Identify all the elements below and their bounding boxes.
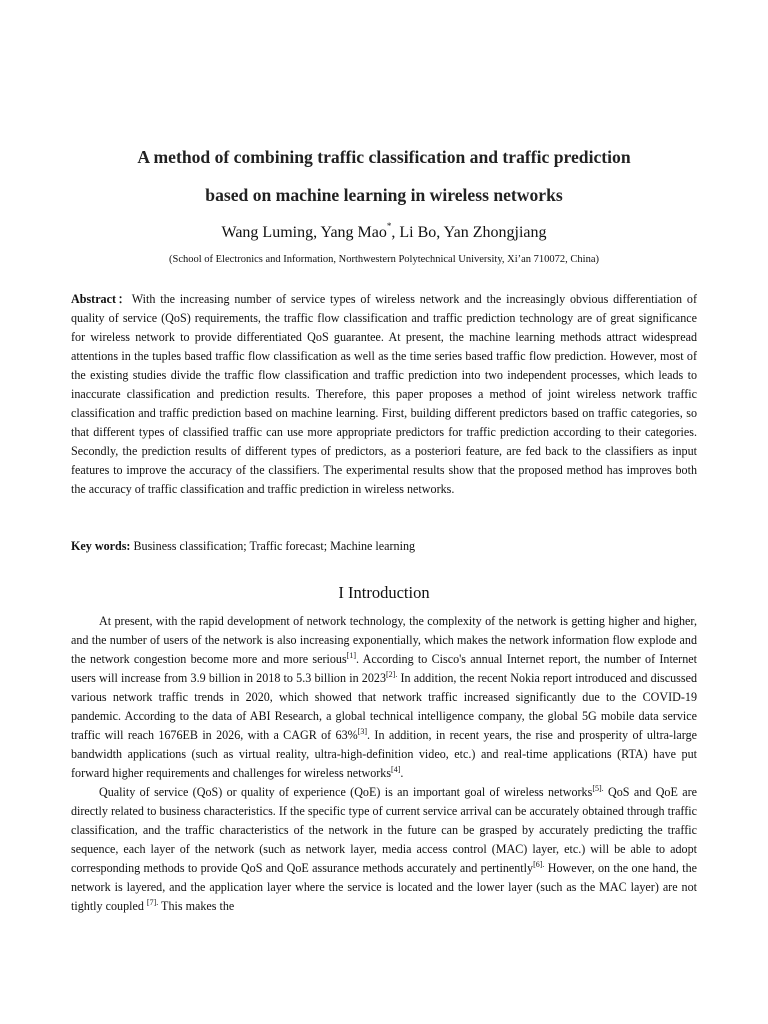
paragraph-text: At present, with the rapid development of network technology, the complexity of the network is getting higher and higher, and the number of users of the network is also increasing exponentially, which makes the network information flow explode and the network congestion become more and more serious: [71, 614, 697, 666]
citation-7[interactable]: [7].: [146, 897, 159, 907]
paper-title-line-2: based on machine learning in wireless networks: [205, 185, 563, 205]
section-heading-introduction: I Introduction: [338, 583, 430, 602]
keywords: [71, 537, 697, 556]
paper-title-line-1: A method of combining traffic classification and traffic prediction: [137, 147, 631, 167]
author-list: [0, 220, 768, 243]
citation-2[interactable]: [2].: [386, 669, 398, 679]
abstract: [71, 290, 697, 499]
paragraph-text: This makes the: [158, 899, 235, 913]
citation-5[interactable]: [5].: [592, 783, 604, 793]
corresponding-author-mark: *: [386, 220, 392, 231]
citation-4[interactable]: [4]: [391, 764, 401, 774]
keywords-text: Business classification; Traffic forecast; Machine learning: [130, 539, 416, 553]
introduction-paragraph-2: [71, 783, 697, 916]
paragraph-text: . In addition, in recent years, the rise and prosperity of ultra-large bandwidth applications (such as virtual reality, ultra-high-definition video, etc.) and real-time applications (RTA) have put forward higher requirements and challenges for wireless networks: [71, 728, 698, 780]
citation-6[interactable]: [6].: [533, 859, 545, 869]
paragraph-text: Quality of service (QoS) or quality of experience (QoE) is an important goal of wireless networks: [99, 785, 593, 799]
paragraph-text: .: [400, 766, 404, 780]
authors-rest: , Li Bo, Yan Zhongjiang: [391, 224, 547, 241]
paragraph-text: However, on the one hand, the network is layered, and the application layer where the service is located and the lower layer (such as the MAC layer) are not tightly coupled: [71, 861, 698, 913]
keywords-label: Key words:: [71, 539, 131, 553]
paragraph-text: . According to Cisco's annual Internet report, the number of Internet users will increase from 3.9 billion in 2018 to 5.3 billion in 2023: [71, 652, 697, 685]
abstract-text: With the increasing number of service types of wireless network and the increasingly obvious differentiation of quality of service (QoS) requirements, the traffic flow classification and traffic prediction technology are of great significance for wireless network to provide differentiated QoS guarantee. At present, the machine learning methods attract widespread attentions in the tuples based traffic flow classification as well as the time series based traffic flow prediction. However, most of the existing studies divide the traffic flow classification and traffic prediction into two independent processes, which leads to inaccurate classification and prediction results. Therefore, this paper proposes a method of joint wireless network traffic classification and traffic prediction based on machine learning. First, building different predictors based on traffic categories, so that different types of classified traffic can use more appropriate predictors for traffic prediction according to their categories. Secondly, the prediction results of different types of predictors, as a posteriori feature, are fed back to the classifiers as input features to improve the accuracy of the classifiers. The experimental results show that the proposed method has improves both the accuracy of traffic classification and traffic prediction in wireless networks.: [71, 292, 697, 496]
affiliation: (School of Electronics and Information, Northwestern Polytechnical University, Xi’an 710072, China): [168, 254, 599, 265]
paragraph-text: QoS and QoE are directly related to business characteristics. If the specific type of current service arrival can be accurately obtained through traffic classification, and the traffic characteristics of the network in the future can be grasped by accurately predicting the traffic sequence, each layer of the network (such as network layer, media access control (MAC) layer, etc.) will be able to adopt corresponding methods to provide QoS and QoE assurance methods accurately and pertinently: [71, 785, 697, 875]
paragraph-text: In addition, the recent Nokia report introduced and discussed various network traffic trends in 2020, which showed that network traffic increased significantly due to the COVID-19 pandemic. According to the data of ABI Research, a global technical intelligence company, the global 5G mobile data service traffic will reach 1676EB in 2026, with a CAGR of 63%: [71, 671, 697, 742]
citation-3[interactable]: [3]: [357, 726, 368, 736]
abstract-label: Abstract：: [71, 292, 132, 306]
introduction-paragraph-1: [71, 612, 697, 783]
citation-1[interactable]: [1]: [346, 650, 356, 660]
authors-first: Wang Luming, Yang Mao: [221, 224, 387, 241]
introduction-body: [71, 612, 697, 916]
